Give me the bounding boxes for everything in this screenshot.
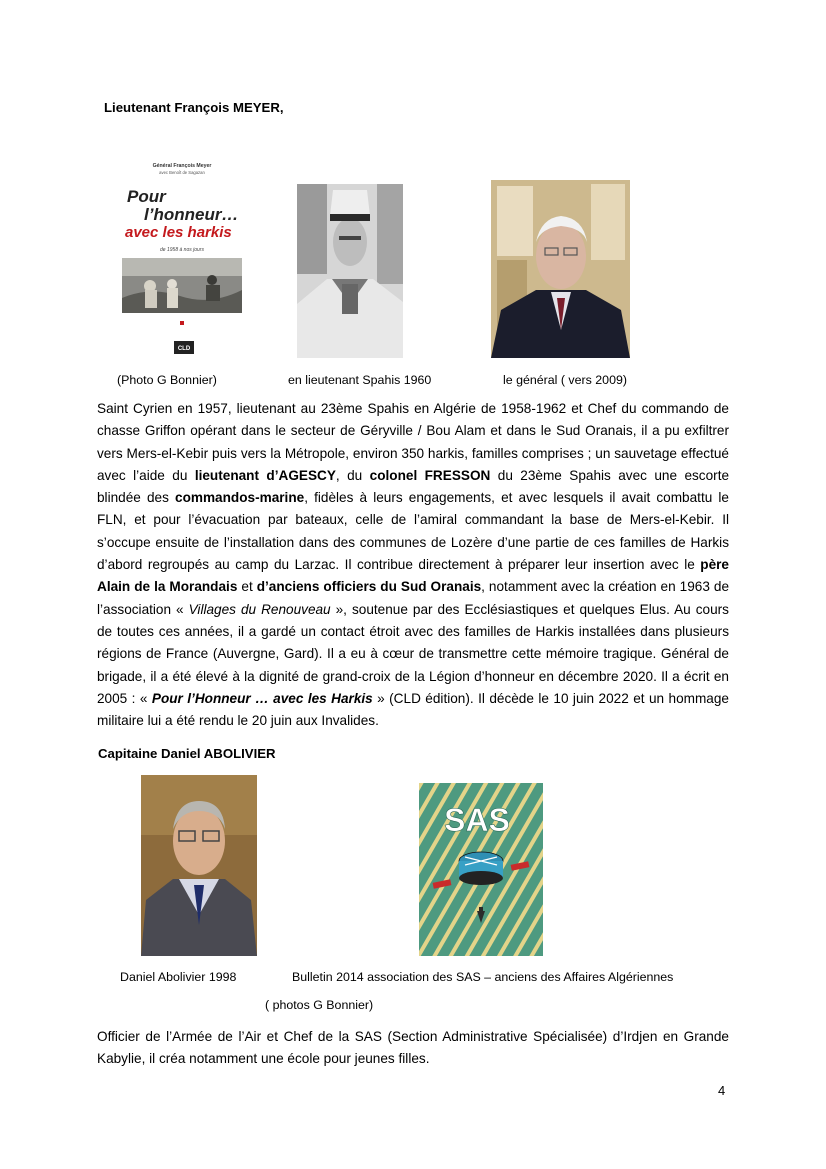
- meyer-biography: Saint Cyrien en 1957, lieutenant au 23ème Spahis en Algérie de 1958-1962 et Chef du commando de chasse Griffon opérant dans le secteur de Géryville / Bou Alam et dans le Sud Oranais, il a pu exfiltrer vers Mers-el-Kebir puis vers la Métropole, environ 350 harkis, familles comprises ; un sauvetage effectué avec l’aide du lieutenant d’AGESCY, du colonel FRESSON du 23ème Spahis avec une escorte blindée des commandos-marine, fidèles à leurs engagements, et avec lesquels il avait combattu le FLN, et pour l’évacuation par bateaux, celle de l’amiral commandant la base de Mers-el-Kebir. Il s’occupe ensuite de l’installation dans des communes de Lozère d’une partie de ces familles de Harkis d’abord regroupés au camp du Larzac. Il contribue directement à préparer leur insertion avec le père Alain de la Morandais et d’anciens officiers du Sud Oranais, notamment avec la création en 1963 de l’association « Villages du Renouveau », soutenue par des Ecclésiastiques et quelques Elus. Au cours de toutes ces années, il a gardé un contact étroit avec des familles de Harkis installées dans plusieurs régions de France (Auvergne, Gard). Il a eu à cœur de transmettre cette mémoire tragique. Général de brigade, il a été élevé à la dignité de grand-croix de la Légion d’honneur en décembre 2020. Il a écrit en 2005 : « Pour l’Honneur … avec les Harkis » (CLD édition). Il décède le 10 juin 2022 et un hommage militaire lui a été rendu le 20 juin aux Invalides.: [97, 401, 730, 729]
- caption-photo-credit: ( photos G Bonnier): [265, 998, 374, 1012]
- caption-general-2009: le général ( vers 2009): [503, 373, 627, 387]
- abolivier-photo: [141, 775, 257, 956]
- book-cover-image: [120, 158, 244, 356]
- book-subtitle: de 1958 à nos jours: [160, 247, 204, 253]
- book-publisher: CLD: [177, 346, 191, 352]
- section-heading-meyer: Lieutenant François MEYER,: [104, 100, 284, 115]
- book-author: Général François Meyer: [152, 163, 212, 169]
- caption-abolivier-1998: Daniel Abolivier 1998: [120, 970, 237, 984]
- sas-bulletin-cover: [419, 783, 543, 956]
- lieutenant-photo: [297, 184, 403, 358]
- abolivier-biography: Officier de l’Armée de l’Air et Chef de la SAS (Section Administrative Spécialisée) d’Irdjen en Grande Kabylie, il créa notamment une école pour jeunes filles.: [97, 1029, 729, 1067]
- general-photo: [491, 180, 630, 358]
- book-coauthor: avec Benoît de Sagazan: [159, 170, 205, 175]
- book-title-2: l’honneur…: [144, 205, 239, 224]
- caption-bulletin-2014: Bulletin 2014 association des SAS – anciens des Affaires Algériennes: [292, 970, 674, 984]
- book-title-1: Pour: [127, 187, 166, 206]
- caption-lieutenant-1960: en lieutenant Spahis 1960: [288, 373, 432, 387]
- caption-photo-bonnier: (Photo G Bonnier): [117, 373, 217, 387]
- sas-title: SAS: [444, 802, 510, 838]
- section-heading-abolivier: Capitaine Daniel ABOLIVIER: [98, 746, 276, 761]
- book-title-3: avec les harkis: [125, 224, 232, 241]
- page-number: 4: [718, 1083, 726, 1098]
